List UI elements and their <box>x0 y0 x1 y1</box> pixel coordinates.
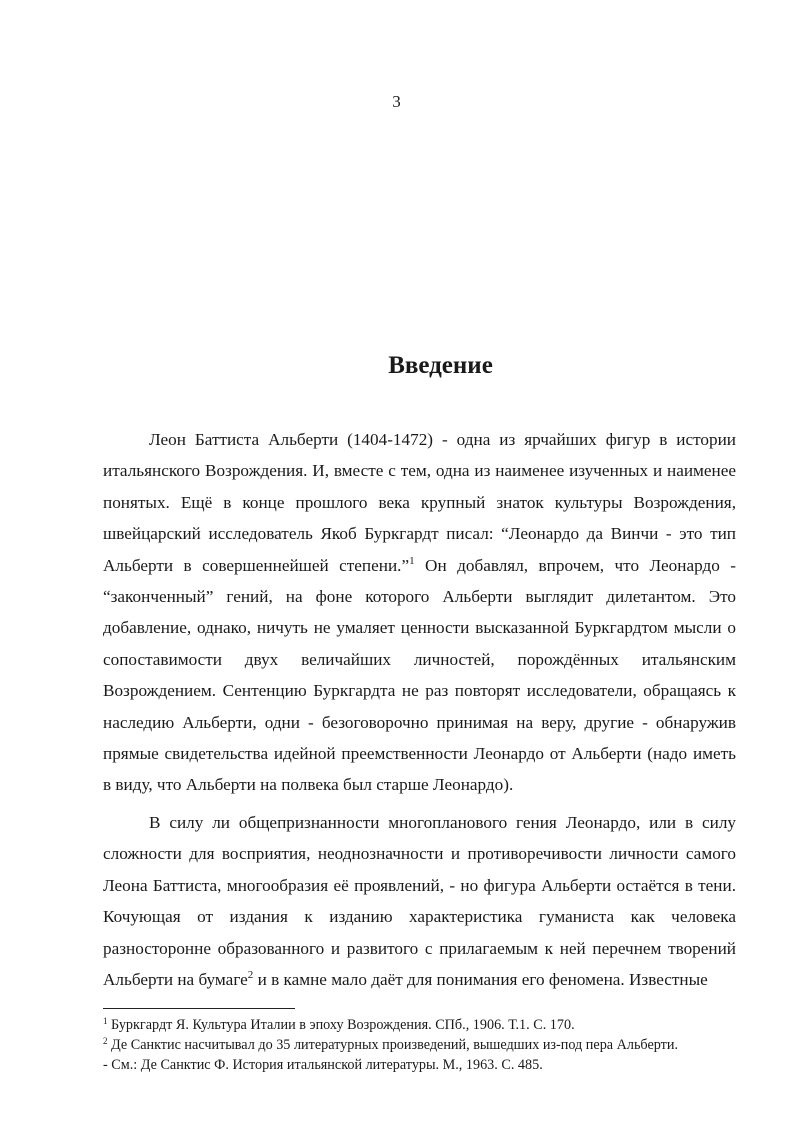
paragraph-2-text-b: и в камне мало даёт для понимания его феномена. Известные <box>253 969 708 989</box>
page-number: 3 <box>392 92 401 111</box>
footnote-2-text-cont: - См.: Де Санктис Ф. История итальянской литературы. М., 1963. С. 485. <box>103 1057 543 1073</box>
body-text <box>103 424 736 1001</box>
footnote-ref-2: 2 <box>247 968 254 981</box>
paragraph-2-text-a: В силу ли общепризнанности многопланового гения Леонардо, или в силу сложности для восприятия, неоднозначности и противоречивости личности самого Леона Баттиста, многообразия её проявлений, - но фигура Альберти остаётся в тени. Кочующая от издания к изданию характеристика гуманиста как человека разносторонне образованного и развитого с прилагаемым к ней перечнем творений Альберти на бумаге <box>103 812 736 989</box>
footnote-1-text: Буркгардт Я. Культура Италии в эпоху Возрождения. СПб., 1906. Т.1. С. 170. <box>111 1017 575 1033</box>
paragraph-1 <box>103 424 736 801</box>
footnotes <box>103 1015 736 1075</box>
footnote-2 <box>103 1035 736 1055</box>
footnote-1-marker: 1 <box>103 1016 108 1026</box>
paragraph-1-text-a: Леон Баттиста Альберти (1404-1472) - одна из ярчайших фигур в истории итальянского Возрождения. И, вместе с тем, одна из наименее изученных и наименее понятых. Ещё в конце прошлого века крупный знаток культуры Возрождения, швейцарский исследователь Якоб Буркгардт писал: “Леонардо да Винчи - это тип Альберти в совершеннейшей степени.” <box>103 430 736 575</box>
footnote-2-text: Де Санктис насчитывал до 35 литературных произведений, вышедших из-под пера Альберти. <box>111 1037 679 1053</box>
paragraph-1-text-b: Он добавлял, впрочем, что Леонардо - “законченный” гений, на фоне которого Альберти выглядит дилетантом. Это добавление, однако, ничуть не умаляет ценности высказанной Буркгардтом мысли о сопоставимости двух величайших личностей, порождённых итальянским Возрождением. Сентенцию Буркгардта не раз повторят исследователи, обращаясь к наследию Альберти, одни - безоговорочно принимая на веру, другие - обнаружив прямые свидетельства идейной преемственности Леонардо от Альберти (надо иметь в виду, что Альберти на полвека был старше Леонардо). <box>103 555 736 795</box>
footnote-2-marker: 2 <box>103 1036 108 1046</box>
footnote-2-continuation <box>103 1055 736 1075</box>
footnote-1 <box>103 1015 736 1035</box>
paragraph-2 <box>103 807 736 995</box>
footnote-separator <box>103 1008 295 1009</box>
page-title: Введение <box>388 352 493 379</box>
footnote-ref-1: 1 <box>409 554 415 567</box>
